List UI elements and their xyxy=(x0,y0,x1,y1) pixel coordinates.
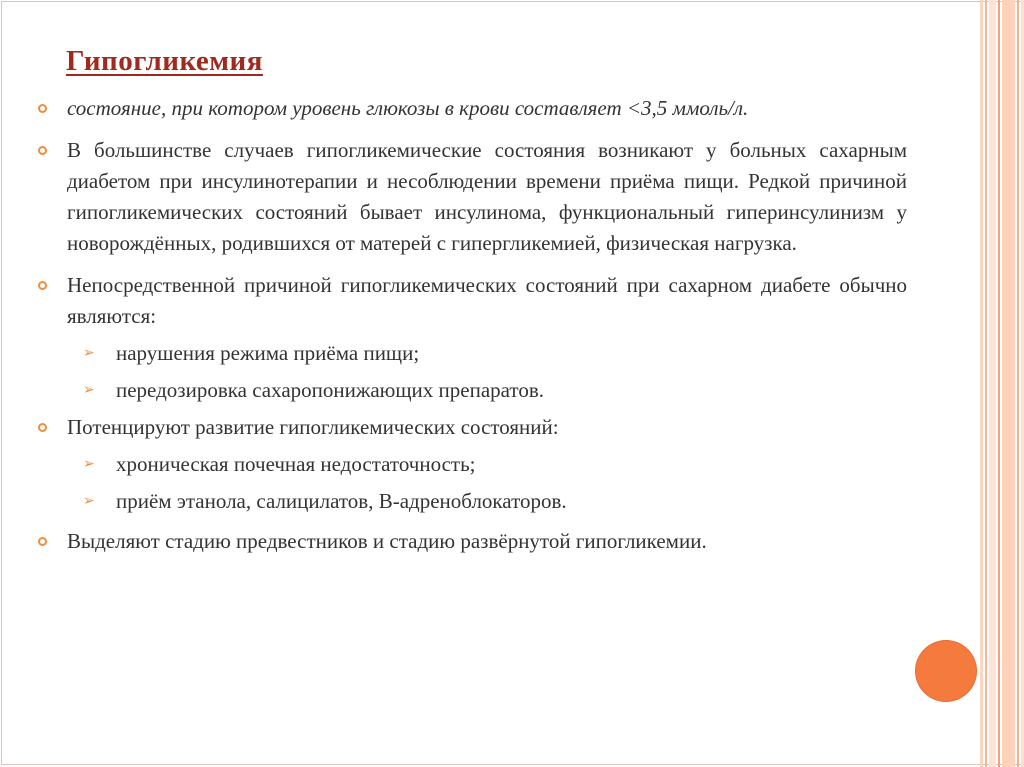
sub-bullet-item xyxy=(37,335,907,372)
stripe xyxy=(998,0,1000,767)
stripe xyxy=(1002,0,1015,767)
sub-bullet-item xyxy=(37,372,907,409)
stripe xyxy=(985,0,987,767)
bullet-item xyxy=(37,526,907,557)
sub-bullet-item xyxy=(37,483,907,520)
chevron-right-icon: ➢ xyxy=(83,456,95,472)
sub-bullet-text: приём этанола, салицилатов, В-адреноблокаторов. xyxy=(116,489,567,513)
ring-bullet-icon xyxy=(38,423,47,432)
orange-circle-decoration xyxy=(915,640,977,702)
bullet-text: состояние, при котором уровень глюкозы в крови составляет <3,5 ммоль/л. xyxy=(67,96,749,120)
ring-bullet-icon xyxy=(38,146,47,155)
bullet-text: Потенцируют развитие гипогликемических состояний: xyxy=(67,415,559,439)
ring-bullet-icon xyxy=(38,537,47,546)
sub-bullet-text: нарушения режима приёма пищи; xyxy=(116,341,420,365)
ring-bullet-icon xyxy=(38,104,47,113)
chevron-right-icon: ➢ xyxy=(83,345,95,361)
chevron-right-icon: ➢ xyxy=(83,493,95,509)
slide-content xyxy=(37,93,907,557)
bullet-item xyxy=(37,93,907,124)
slide-title: Гипогликемия xyxy=(66,45,263,77)
bullet-text: Непосредственной причиной гипогликемических состояний при сахарном диабете обычно являются: xyxy=(67,273,907,328)
bullet-item xyxy=(37,135,907,259)
bullet-text: Выделяют стадию предвестников и стадию развёрнутой гипогликемии. xyxy=(67,529,707,553)
sub-bullet-text: передозировка сахаропонижающих препаратов. xyxy=(116,378,544,402)
bullet-text: В большинстве случаев гипогликемические состояния возникают у больных сахарным диабетом при инсулинотерапии и несоблюдении времени приёма пищи. Редкой причиной гипогликемических состояний бывает инсулинома, функциональный гиперинсулинизм у новорождённых, родившихся от матерей с гипергликемией, физическая нагрузка. xyxy=(67,138,907,255)
bullet-item xyxy=(37,412,907,443)
sub-bullet-text: хроническая почечная недостаточность; xyxy=(116,452,476,476)
ring-bullet-icon xyxy=(38,281,47,290)
stripe xyxy=(989,0,996,767)
chevron-right-icon: ➢ xyxy=(83,382,95,398)
stripe xyxy=(980,0,983,767)
stripe xyxy=(1017,0,1019,767)
decorative-side-stripes xyxy=(980,0,1024,767)
bullet-item xyxy=(37,270,907,332)
sub-bullet-item xyxy=(37,446,907,483)
